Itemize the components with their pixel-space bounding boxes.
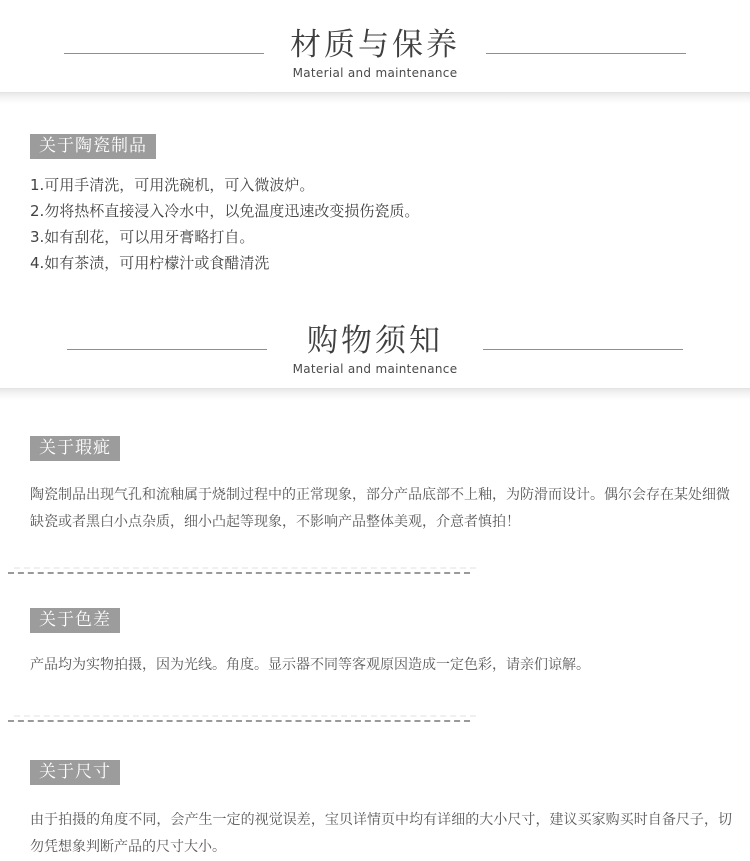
size-section-label: 关于尺寸 <box>30 760 120 785</box>
size-section <box>30 722 732 861</box>
section-divider-band <box>0 388 750 400</box>
ceramic-care-item-4: 4.如有茶渍，可用柠檬汁或食醋清洗 <box>30 254 270 272</box>
ceramic-section <box>30 104 725 276</box>
flaw-section-label: 关于瑕疵 <box>30 436 120 461</box>
shopping-notice-subtitle: Material and maintenance <box>292 362 458 376</box>
ceramic-care-item-2: 2.勿将热杯直接浸入冷水中，以免温度迅速改变损伤瓷质。 <box>30 202 420 220</box>
ceramic-care-item-1: 1.可用手清洗，可用洗碗机，可入微波炉。 <box>30 176 315 194</box>
material-care-header <box>0 0 750 80</box>
shopping-notice-title: 购物须知 <box>307 323 443 359</box>
ceramic-care-item-3: 3.如有刮花，可以用牙膏略打自。 <box>30 228 255 246</box>
color-difference-label: 关于色差 <box>30 608 120 633</box>
material-care-title: 材质与保养 <box>290 27 460 63</box>
color-difference-section <box>30 574 725 679</box>
color-difference-text: 产品均为实物拍摄，因为光线。角度。显示器不同等客观原因造成一定色彩，请亲们谅解。 <box>30 657 590 673</box>
ceramic-section-label: 关于陶瓷制品 <box>30 134 156 159</box>
material-care-subtitle: Material and maintenance <box>292 66 458 80</box>
dashed-divider <box>8 572 470 574</box>
header-line-left <box>64 53 264 54</box>
section-divider-band <box>0 92 750 104</box>
ceramic-care-list <box>30 172 725 276</box>
dashed-divider <box>8 720 470 722</box>
header-line-right <box>486 53 686 54</box>
flaw-section-text: 陶瓷制品出现气孔和流釉属于烧制过程中的正常现象，部分产品底部不上釉，为防滑而设计。偶尔会存在某处细微缺瓷或者黑白小点杂质，细小凸起等现象，不影响产品整体美观，介意者慎拍！ <box>30 487 730 530</box>
header-line-right <box>483 349 683 350</box>
size-section-text: 由于拍摄的角度不同，会产生一定的视觉误差，宝贝详情页中均有详细的大小尺寸，建议买家购买时自备尺子，切勿凭想象判断产品的尺寸大小。 <box>30 812 732 855</box>
header-line-left <box>67 349 267 350</box>
shopping-notice-header <box>0 323 750 376</box>
flaw-section <box>30 400 730 536</box>
